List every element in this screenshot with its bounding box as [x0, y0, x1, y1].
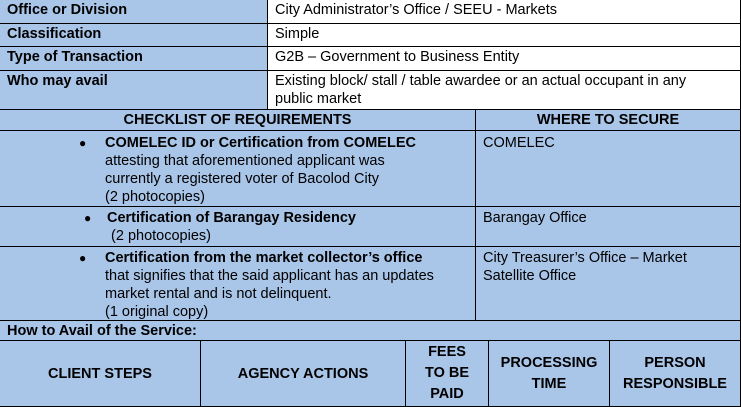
requirement-detail: currently a registered voter of Bacolod City: [105, 171, 380, 187]
requirement-detail: that signifies that the said applicant has an updates: [105, 268, 434, 284]
office-division-value: City Administrator’s Office / SEEU - Markets: [268, 0, 741, 24]
classification-value: Simple: [268, 24, 741, 47]
requirement-detail: (1 original copy): [105, 304, 209, 320]
where-line: Satellite Office: [483, 268, 577, 284]
who-may-avail-line-2: public market: [275, 91, 362, 107]
fees-line: FEES: [428, 344, 466, 360]
person-line: PERSON: [644, 354, 706, 371]
client-steps-header: CLIENT STEPS: [0, 341, 201, 407]
requirement-row-3: [0, 247, 476, 321]
requirement-title: Certification of Barangay Residency: [107, 210, 356, 226]
where-to-secure-1: COMELEC: [476, 131, 741, 207]
requirement-detail: attesting that aforementioned applicant was: [105, 153, 385, 169]
requirement-title: COMELEC ID or Certification from COMELEC: [105, 135, 416, 151]
how-to-avail-heading: How to Avail of the Service:: [0, 321, 741, 341]
requirement-detail: (2 photocopies): [107, 228, 211, 244]
fees-line: TO BE: [424, 365, 470, 381]
requirement-row-1: [0, 131, 476, 207]
agency-actions-header: AGENCY ACTIONS: [201, 341, 406, 407]
bullet-icon: ●: [79, 136, 87, 150]
where-to-secure-header: WHERE TO SECURE: [476, 110, 741, 131]
where-line: City Treasurer’s Office – Market: [483, 250, 687, 266]
who-may-avail-value: [268, 71, 741, 110]
processing-line: PROCESSING: [500, 354, 598, 371]
requirement-title: Certification from the market collector’s office: [105, 250, 423, 266]
bullet-icon: ●: [84, 211, 92, 225]
bullet-icon: ●: [79, 251, 87, 265]
office-division-label: Office or Division: [0, 0, 268, 24]
requirement-detail: market rental and is not delinquent.: [105, 286, 332, 302]
person-responsible-header: [610, 341, 741, 407]
who-may-avail-line-1: Existing block/ stall / table awardee or an actual occupant in any: [275, 73, 687, 89]
requirement-row-2: [0, 207, 476, 247]
checklist-header: CHECKLIST OF REQUIREMENTS: [0, 110, 476, 131]
fees-line: PAID: [430, 386, 464, 402]
where-to-secure-3: [476, 247, 741, 321]
who-may-avail-label: Who may avail: [0, 71, 268, 110]
requirement-detail: (2 photocopies): [105, 189, 205, 205]
processing-time-header: [489, 341, 610, 407]
person-line: RESPONSIBLE: [623, 375, 727, 392]
fees-header: [406, 341, 489, 407]
processing-line: TIME: [531, 375, 567, 392]
transaction-type-value: G2B – Government to Business Entity: [268, 47, 741, 71]
transaction-type-label: Type of Transaction: [0, 47, 268, 71]
where-to-secure-2: Barangay Office: [476, 207, 741, 247]
classification-label: Classification: [0, 24, 268, 47]
